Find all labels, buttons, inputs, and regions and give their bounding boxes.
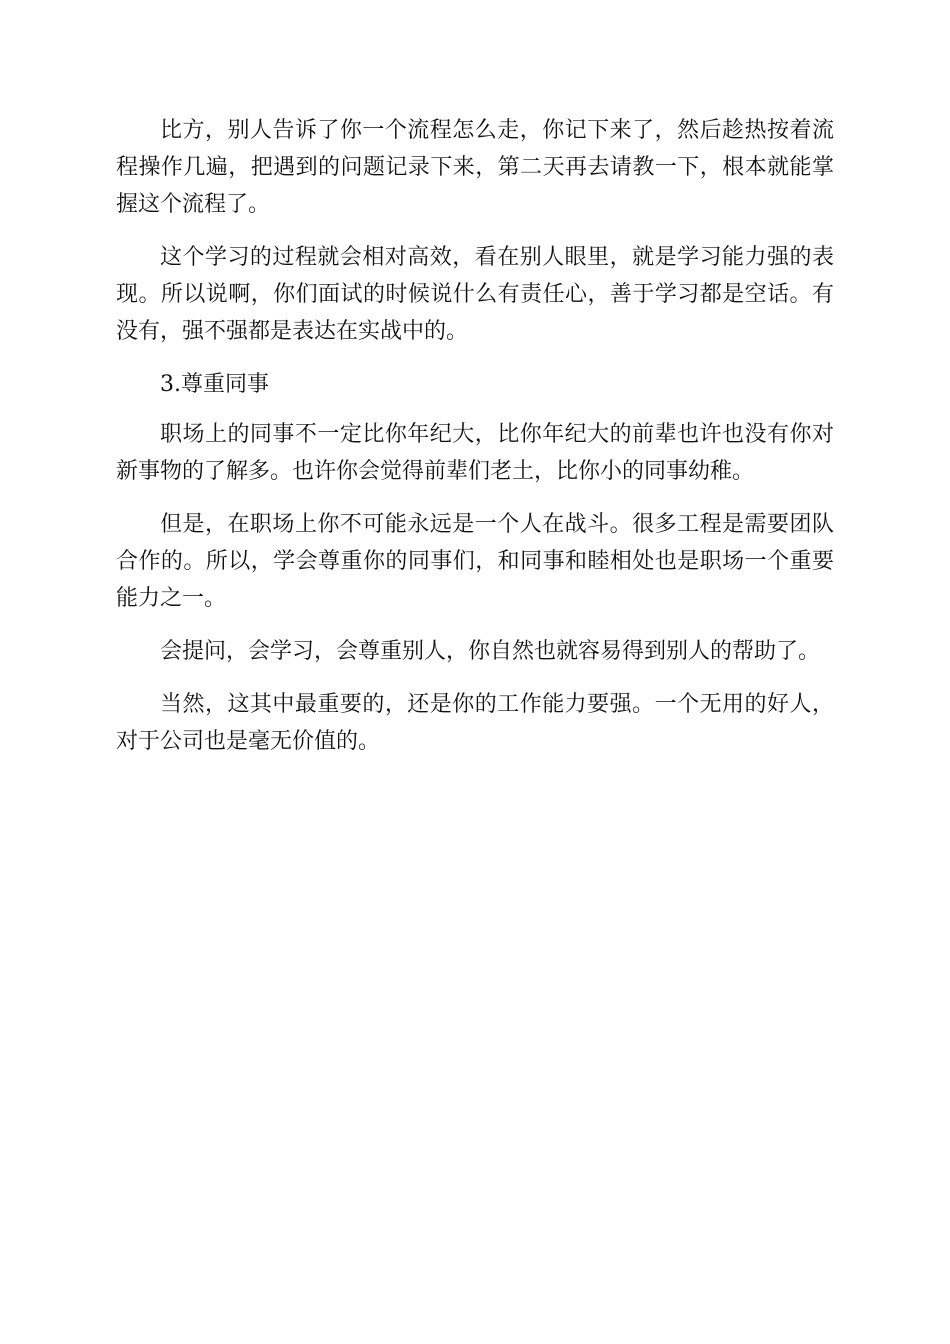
paragraph-get-help: 会提问，会学习，会尊重别人，你自然也就容易得到别人的帮助了。 (160, 639, 821, 664)
paragraph-learning-efficiency: 这个学习的过程就会相对高效，看在别人眼里，就是学习能力强的表现。所以说啊，你们面试的时候说什么有责任心，善于学习都是空话。有没有，强不强都是表达在实战中的。 (116, 245, 834, 344)
paragraph-work-ability: 当然，这其中最重要的，还是你的工作能力要强。一个无用的好人，对于公司也是毫无价值的。 (116, 692, 834, 754)
paragraph-learning-example: 比方，别人告诉了你一个流程怎么走，你记下来了，然后趁热按着流程操作几遍，把遇到的问题记录下来，第二天再去请教一下，根本就能掌握这个流程了。 (116, 118, 834, 217)
section-heading-respect-colleagues: 3.尊重同事 (160, 372, 269, 397)
paragraph-teamwork: 但是，在职场上你不可能永远是一个人在战斗。很多工程是需要团队合作的。所以，学会尊重你的同事们，和同事和睦相处也是职场一个重要能力之一。 (116, 512, 834, 611)
document-body (116, 112, 834, 776)
paragraph-colleague-age: 职场上的同事不一定比你年纪大，比你年纪大的前辈也许也没有你对新事物的了解多。也许你会觉得前辈们老土，比你小的同事幼稚。 (116, 422, 834, 484)
